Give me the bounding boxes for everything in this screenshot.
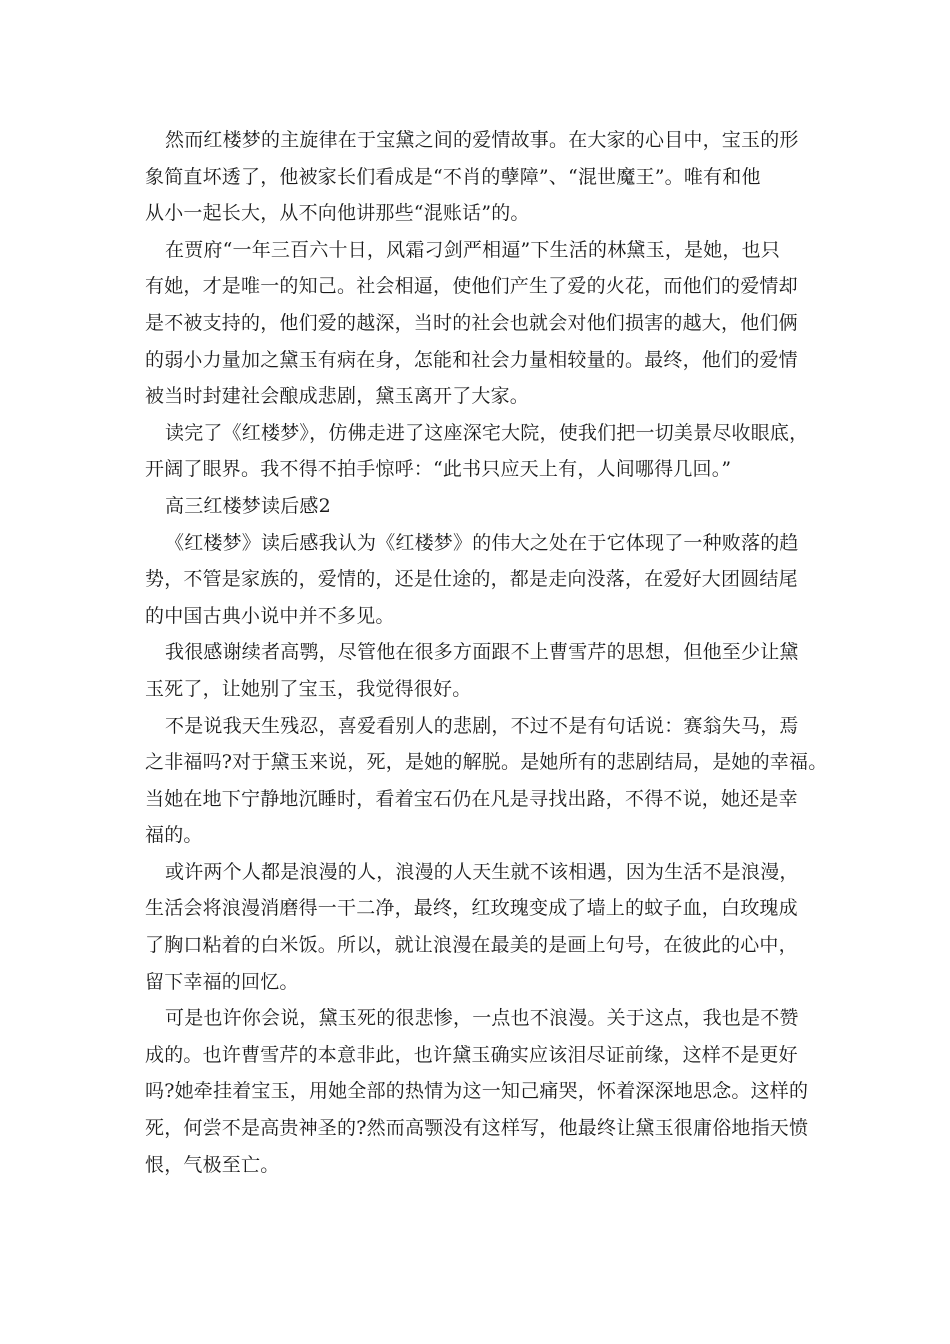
text-line: 然而红楼梦的主旋律在于宝黛之间的爱情故事。在大家的心目中，宝玉的形	[165, 129, 799, 151]
text-line: 留下幸福的回忆。	[145, 970, 299, 993]
text-line: 《红楼梦》读后感我认为《红楼梦》的伟大之处在于它体现了一种败落的趋	[165, 531, 799, 554]
text-line: 成的。也许曹雪芹的本意非此，也许黛玉确实应该泪尽证前缘，这样不是更好	[145, 1043, 798, 1066]
text-line: 死，何尝不是高贵神圣的?然而高颚没有这样写，他最终让黛玉很庸俗地指天愤	[145, 1117, 809, 1140]
text-line: 吗?她牵挂着宝玉，用她全部的热情为这一知己痛哭，怀着深深地思念。这样的	[145, 1080, 809, 1103]
text-line: 我很感谢续者高鹗，尽管他在很多方面跟不上曹雪芹的思想，但他至少让黛	[165, 641, 799, 664]
text-line: 当她在地下宁静地沉睡时，看着宝石仍在凡是寻找出路，不得不说，她还是幸	[145, 787, 798, 810]
text-line: 不是说我天生残忍，喜爱看别人的悲剧，不过不是有句话说：赛翁失马，焉	[165, 714, 799, 737]
text-line: 可是也许你会说，黛玉死的很悲惨，一点也不浪漫。关于这点，我也是不赞	[165, 1007, 799, 1030]
text-line: 生活会将浪漫消磨得一干二净，最终，红玫瑰变成了墙上的蚊子血，白玫瑰成	[145, 897, 798, 920]
text-line: 或许两个人都是浪漫的人，浪漫的人天生就不该相遇，因为生活不是浪漫，	[165, 860, 799, 883]
text-line: 在贾府“一年三百六十日，风霜刁剑严相逼”下生活的林黛玉，是她，也只	[165, 238, 781, 261]
text-line: 势，不管是家族的，爱情的，还是仕途的，都是走向没落，在爱好大团圆结尾	[145, 568, 798, 591]
text-line: 的弱小力量加之黛玉有病在身，怎能和社会力量相较量的。最终，他们的爱情	[145, 348, 798, 371]
text-line: 福的。	[145, 824, 203, 847]
text-line: 被当时封建社会酿成悲剧，黛玉离开了大家。	[145, 385, 530, 408]
text-line: 读完了《红楼梦》，仿佛走进了这座深宅大院，使我们把一切美景尽收眼底，	[165, 421, 809, 444]
text-line: 象简直坏透了，他被家长们看成是“不肖的孽障”、“混世魔王”。唯有和他	[145, 165, 761, 188]
document-body	[145, 122, 828, 1183]
text-line: 是不被支持的，他们爱的越深，当时的社会也就会对他们损害的越大，他们俩	[145, 311, 798, 334]
text-line: 玉死了，让她别了宝玉，我觉得很好。	[145, 677, 472, 700]
text-line: 之非福吗?对于黛玉来说，死，是她的解脱。是她所有的悲剧结局，是她的幸福。	[145, 751, 828, 774]
text-line: 恨，气极至亡。	[145, 1153, 280, 1176]
text-line: 从小一起长大，从不向他讲那些“混账话”的。	[145, 202, 530, 225]
text-line: 了胸口粘着的白米饭。所以，就让浪漫在最美的是画上句号，在彼此的心中，	[145, 934, 798, 957]
text-line: 的中国古典小说中并不多见。	[145, 604, 395, 627]
text-line: 开阔了眼界。我不得不拍手惊呼：“此书只应天上有，人间哪得几回。”	[145, 458, 732, 481]
text-line: 有她，才是唯一的知己。社会相逼，使他们产生了爱的火花，而他们的爱情却	[145, 275, 798, 298]
section-heading: 高三红楼梦读后感2	[165, 494, 331, 517]
